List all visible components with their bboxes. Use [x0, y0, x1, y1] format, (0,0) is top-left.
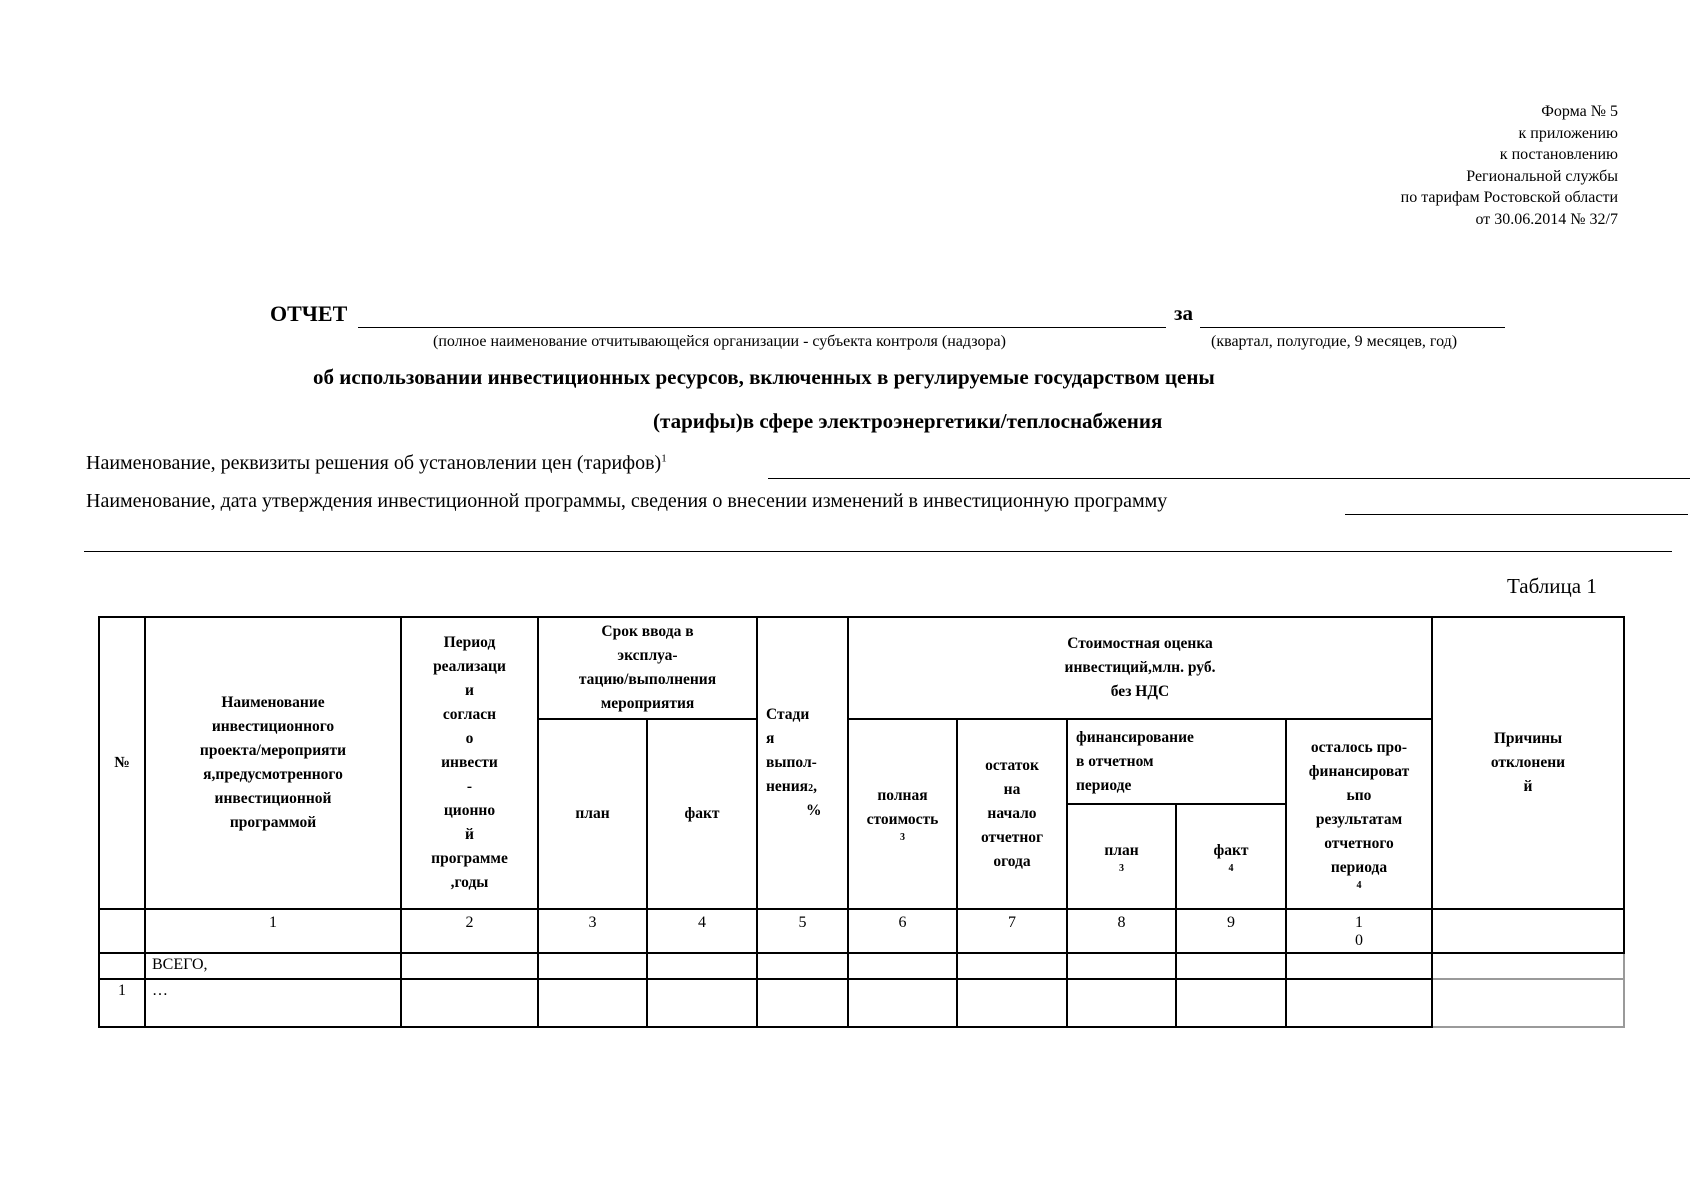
- report-subtitle-line-2: (тарифы)в сфере электроэнергетики/теплоснабжения: [653, 409, 1163, 433]
- column-number: 7: [957, 909, 1067, 953]
- program-field[interactable]: [1345, 514, 1688, 515]
- footnote-mark: 1: [661, 452, 667, 465]
- attribution-date: от 30.06.2014 № 32/7: [1475, 210, 1618, 228]
- header-financing: финансирование в отчетном периоде: [1067, 719, 1286, 804]
- header-left-to-finance: [1286, 719, 1432, 909]
- row-name: …: [145, 979, 401, 1027]
- header-financing-fact: [1176, 804, 1286, 909]
- column-number: 3: [538, 909, 647, 953]
- decision-label: Наименование, реквизиты решения об установлении цен (тарифов)$^1$: [86, 452, 667, 474]
- report-subtitle-line-1: об использовании инвестиционных ресурсов, включенных в регулируемые государством цены: [313, 365, 1215, 389]
- decision-field[interactable]: [768, 478, 1690, 479]
- organization-name-field[interactable]: [358, 327, 1166, 328]
- program-label: Наименование, дата утверждения инвестиционной программы, сведения о внесении изменений в инвестиционную программу: [86, 490, 1168, 512]
- report-period-field[interactable]: [1200, 327, 1505, 328]
- table-cell[interactable]: [1067, 979, 1176, 1027]
- column-number: 5: [757, 909, 848, 953]
- report-period-prefix: за: [1174, 301, 1193, 325]
- table-cell[interactable]: [1176, 953, 1286, 979]
- table-cell[interactable]: [848, 953, 957, 979]
- full-cost-label: полная стоимость: [866, 787, 939, 828]
- table-caption: Таблица 1: [1507, 574, 1597, 598]
- period-hint: (квартал, полугодие, 9 месяцев, год): [1211, 333, 1458, 350]
- header-commissioning-term: Срок ввода в эксплуа- тацию/выполнения мероприятия: [538, 617, 757, 719]
- table-cell[interactable]: [1286, 979, 1432, 1027]
- table-cell[interactable]: [538, 979, 647, 1027]
- header-reasons: Причины отклонени й: [1432, 617, 1624, 909]
- attribution-line: по тарифам Ростовской области: [1400, 189, 1618, 206]
- table-cell[interactable]: [757, 953, 848, 979]
- footnote-mark: 4: [1228, 862, 1234, 874]
- left-to-finance-label: осталось про- финансироват ьпо результатам отчетного периода: [1308, 739, 1410, 876]
- financing-fact-label: факт: [1213, 841, 1249, 859]
- row-number: 1: [99, 979, 145, 1027]
- remainder-label: остаток на начало отчетног огода: [980, 757, 1044, 870]
- column-number: 4: [647, 909, 757, 953]
- attribution-line: к приложению: [1518, 124, 1618, 142]
- form-attribution: [1401, 101, 1618, 230]
- table-cell[interactable]: [757, 979, 848, 1027]
- attribution-line: Региональной службы: [1466, 167, 1618, 185]
- table-cell[interactable]: [538, 953, 647, 979]
- header-number: №: [99, 617, 145, 909]
- table-cell[interactable]: [647, 979, 757, 1027]
- header-stage: Стади я выпол- нения2, %: [757, 617, 848, 909]
- table-row: [99, 979, 1624, 1027]
- table-cell[interactable]: [957, 953, 1067, 979]
- report-title-row: [270, 301, 1505, 331]
- column-number-cell: [1432, 909, 1624, 953]
- row-name: ВСЕГО,: [145, 953, 401, 979]
- column-number: 9: [1176, 909, 1286, 953]
- header-term-plan: план: [538, 719, 647, 909]
- table-cell[interactable]: [401, 979, 538, 1027]
- footnote-mark: 3: [900, 832, 905, 843]
- header-period: Период реализаци и согласн о инвести - ционно й программе ,годы: [401, 617, 538, 909]
- header-project-name: Наименование инвестиционного проекта/мероприяти я,предусмотренного инвестиционной программой: [145, 617, 401, 909]
- form-number: Форма № 5: [1541, 103, 1618, 120]
- column-number: 8: [1067, 909, 1176, 953]
- column-number: 1: [145, 909, 401, 953]
- header-term-fact: факт: [647, 719, 757, 909]
- organization-hint: (полное наименование отчитывающейся организации - субъекта контроля (надзора): [433, 333, 1006, 350]
- row-number: [99, 953, 145, 979]
- header-financing-plan: [1067, 804, 1176, 909]
- table-cell[interactable]: [848, 979, 957, 1027]
- column-number: 2: [401, 909, 538, 953]
- header-full-cost: [848, 719, 957, 909]
- table-cell[interactable]: [1176, 979, 1286, 1027]
- footnote-mark: 2: [808, 783, 814, 794]
- stage-unit: %: [806, 802, 822, 819]
- report-title: ОТЧЕТ: [270, 301, 348, 326]
- table-cell[interactable]: [401, 953, 538, 979]
- column-numbers-row: [99, 909, 1624, 953]
- attribution-line: к постановлению: [1499, 146, 1618, 163]
- table-row: [99, 953, 1624, 979]
- header-cost-estimate: Стоимостная оценка инвестиций,млн. руб. без НДС: [848, 617, 1432, 719]
- column-number-cell: [99, 909, 145, 953]
- stage-label: Стади я выпол- нения: [766, 706, 817, 795]
- column-number: 1 0: [1286, 909, 1432, 953]
- investment-table: [98, 616, 1625, 1028]
- financing-plan-label: план: [1104, 841, 1139, 859]
- table-cell[interactable]: [647, 953, 757, 979]
- table-cell[interactable]: [1067, 953, 1176, 979]
- table-cell[interactable]: [1432, 953, 1624, 979]
- footnote-mark: 4: [1356, 880, 1362, 891]
- header-remainder: [957, 719, 1067, 909]
- program-field-continuation[interactable]: [84, 551, 1672, 552]
- footnote-mark: 3: [1119, 862, 1124, 874]
- table-cell[interactable]: [1432, 979, 1624, 1027]
- column-number: 6: [848, 909, 957, 953]
- table-cell[interactable]: [1286, 953, 1432, 979]
- table-cell[interactable]: [957, 979, 1067, 1027]
